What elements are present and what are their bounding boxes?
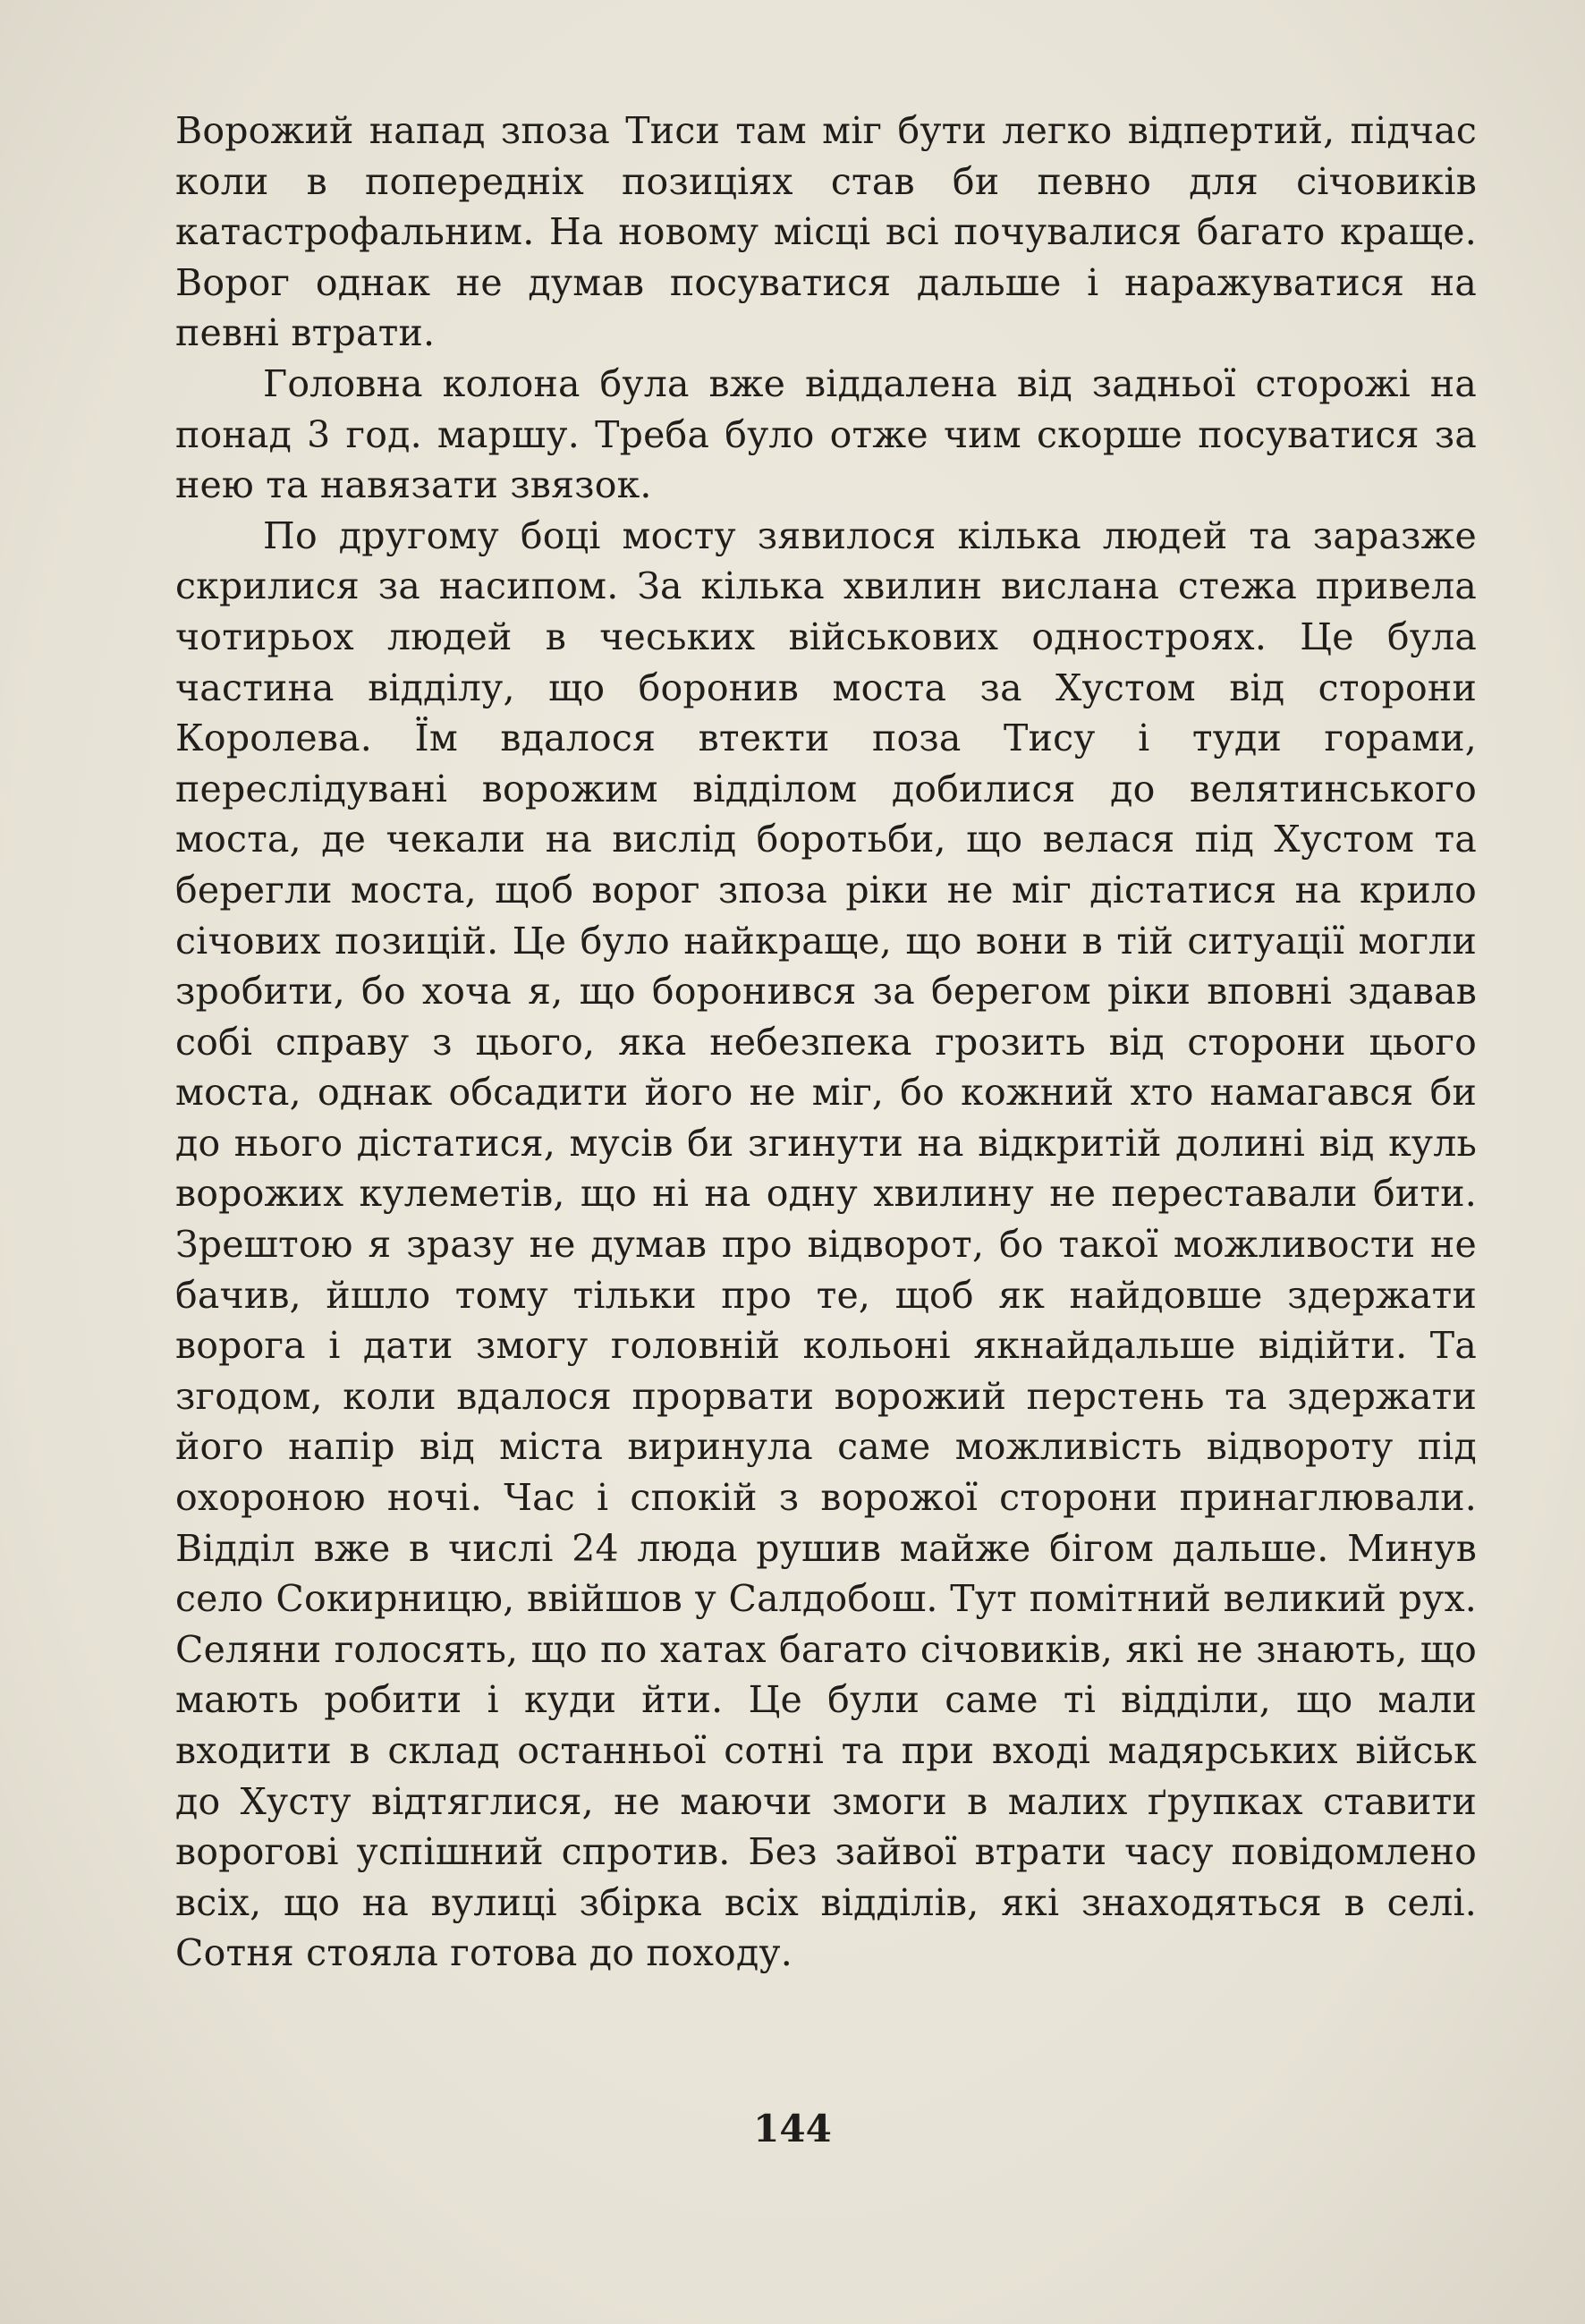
paragraph-2: Головна колона була вже віддалена від задньої сторожі на понад 3 год. маршу. Треба було отже чим скорше посуватися за нею та навязати звязок. — [175, 361, 1477, 507]
paragraph-3: По другому боці мосту зявилося кілька людей та заразже скрилися за насипом. За кілька хвилин вислана стежа привела чотирьох людей в чеських військових одностроях. Це була частина відділу, що боронив моста за Хустом від сторони Королева. Їм вдалося втекти поза Тису і туди горами, переслідувані ворожим відділом добилися до велятинського моста, де чекали на вислід боротьби, що велася під Хустом та берегли моста, щоб ворог зпоза ріки не міг дістатися на крило січових позицій. Це було найкраще, що вони в тій ситуації могли зробити, бо хоча я, що боронився за берегом ріки вповні здавав собі справу з цього, яка небезпека грозить від сторони цього моста, однак обсадити його не міг, бо кожний хто намагався би до нього дістатися, мусів би згинути на відкритій долині від куль ворожих кулеметів, що ні на одну хвилину не переставали бити. Зрештою я зразу не думав про відворот, бо такої можливости не бачив, йшло тому тільки про те, щоб як найдовше здержати ворога і дати змогу головній кольоні якнайдальше відійти. Та згодом, коли вдалося прорвати ворожий перстень та здержати його напір від міста виринула саме можливість відвороту під охороною ночі. Час і спокій з ворожої сторони принаглювали. Відділ вже в числі 24 люда рушив майже бігом дальше. Минув село Сокирницю, ввійшов у Салдобош. Тут помітний великий рух. Селяни голосять, що по хатах багато січовиків, які не знають, що мають робити і куди йти. Це були саме ті відділи, що мали входити в склад останньої сотні та при вході мадярських військ до Хусту відтяглися, не маючи змоги в малих ґрупках ставити ворогові успішний спротив. Без зайвої втрати часу повідомлено всіх, що на вулиці збірка всіх відділів, які знаходяться в селі. Сотня стояла готова до походу. — [175, 513, 1477, 1975]
body-text — [175, 106, 1477, 1979]
paragraph-1: Ворожий напад зпоза Тиси там міг бути легко відпертий, підчас коли в попередніх позиціях став би певно для січовиків катастрофальним. На новому місці всі почувалися багато краще. Ворог однак не думав посуватися дальше і наражуватися на певні втрати. — [175, 109, 1477, 355]
page-number: 144 — [753, 2107, 832, 2150]
